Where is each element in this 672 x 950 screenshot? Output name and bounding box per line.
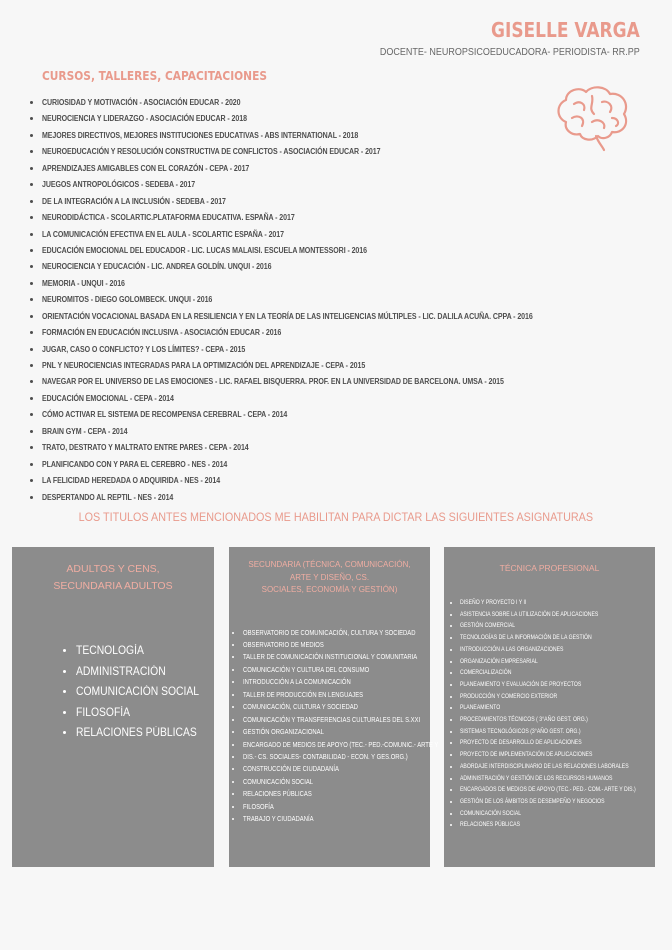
- subject-item: [460, 679, 655, 691]
- subject-item-text: OBSERVATORIO DE MEDIOS: [243, 639, 324, 649]
- course-item: [42, 308, 602, 324]
- subject-item-text: TRABAJO Y CIUDADANÍA: [243, 814, 314, 824]
- subject-item-text: RELACIONES PÚBLICAS: [460, 821, 521, 829]
- subject-item: [243, 664, 430, 676]
- subject-item: [460, 737, 655, 749]
- course-item-text: EDUCACIÓN EMOCIONAL - CEPA - 2014: [42, 392, 174, 403]
- course-item: [42, 341, 602, 357]
- course-item: [42, 143, 602, 159]
- course-item-text: NEURODIDÁCTICA - SCOLARTIC.PLATAFORMA EDUCATIVA. ESPAÑA - 2017: [42, 212, 295, 223]
- subject-item-text: SISTEMAS TECNOLÓGICOS (3°AÑO GEST. ORG.): [460, 727, 581, 735]
- subject-item: [243, 763, 430, 775]
- subject-item: [460, 726, 655, 738]
- course-item: [42, 258, 602, 274]
- subject-item-text: PROYECTO DE DESARROLLO DE APLICACIONES: [460, 739, 582, 747]
- subject-item-text: DISEÑO Y PROYECTO I Y II: [460, 599, 527, 606]
- subject-item: [460, 761, 655, 773]
- subject-item-text: ORGANIZACIÓN EMPRESARIAL: [460, 657, 538, 665]
- course-item-text: LA FELICIDAD HEREDADA O ADQUIRIDA - NES - 2014: [42, 475, 221, 486]
- panel-title-line: SECUNDARIA ADULTOS: [53, 580, 173, 592]
- subject-item-text: COMUNICACIÓN, CULTURA Y SOCIEDAD: [243, 702, 358, 712]
- subject-item: [460, 667, 655, 679]
- course-item: [42, 357, 602, 373]
- subject-item-text: ENCARGADO DE MEDIOS DE APOYO (TEC.- PED.-COMUNIC.- ARTE Y: [243, 739, 439, 749]
- courses-title: CURSOS, TALLERES, CAPACITACIONES: [42, 68, 267, 83]
- subject-item-text: ADMINISTRACIÓN Y GESTIÓN DE LOS RECURSOS HUMANOS: [460, 774, 613, 782]
- course-item: [42, 242, 602, 258]
- course-item-text: DE LA INTEGRACIÓN A LA INCLUSIÓN - SEDEBA - 2017: [42, 195, 226, 206]
- subject-item-text: TECNOLOGÍA: [76, 645, 144, 657]
- course-item-text: BRAIN GYM - CEPA - 2014: [42, 425, 128, 436]
- panel-title-line: TÉCNICA PROFESIONAL: [499, 563, 600, 573]
- subject-item-text: COMUNICACIÓN SOCIAL: [76, 686, 200, 698]
- subject-item: [243, 639, 430, 651]
- subject-item-text: PLANEAMIENTO Y EVALUACIÓN DE PROYECTOS: [460, 680, 582, 688]
- course-item: [42, 373, 602, 389]
- subject-item-text: COMUNICACIÓN SOCIAL: [243, 776, 314, 786]
- subject-item: [460, 796, 655, 808]
- header: [351, 18, 640, 58]
- subject-list: [444, 597, 655, 831]
- subject-item-text: GESTIÓN DE LOS ÁMBITOS DE DESEMPEÑO Y NEGOCIOS: [460, 797, 605, 805]
- course-item: [42, 472, 602, 488]
- subject-item-text: COMERCIALIZACIÓN: [460, 669, 512, 677]
- course-item-text: PNL Y NEUROCIENCIAS INTEGRADAS PARA LA OPTIMIZACIÓN DEL APRENDIZAJE - CEPA - 2015: [42, 360, 366, 370]
- subject-item-text: TALLER DE PRODUCCIÓN EN LENGUAJES: [243, 689, 364, 699]
- panel-title: [444, 547, 655, 576]
- subject-item: [460, 609, 655, 621]
- subject-item: [243, 651, 430, 663]
- course-item: [42, 176, 602, 192]
- subject-item-text: FILOSOFÍA: [243, 801, 274, 811]
- qualifications-statement: [0, 510, 672, 524]
- subject-item: [460, 632, 655, 644]
- subject-item: [243, 701, 430, 713]
- subject-item: [243, 739, 439, 751]
- course-item-text: DESPERTANDO AL REPTIL - NES - 2014: [42, 491, 174, 502]
- subject-item-text: ASISTENCIA SOBRE LA UTILIZACIÓN DE APLICACIONES: [460, 610, 599, 618]
- panel-adultos: [12, 547, 214, 867]
- subject-item-text: INTRODUCCIÓN A LA COMUNICACIÓN: [243, 677, 351, 687]
- course-item-text: NEUROMITOS - DIEGO GOLOMBECK. UNQUI - 2016: [42, 294, 213, 305]
- subject-item: [76, 723, 214, 744]
- course-item-text: PLANIFICANDO CON Y PARA EL CEREBRO - NES - 2014: [42, 458, 228, 469]
- subject-item: [243, 776, 430, 788]
- course-item-text: EDUCACIÓN EMOCIONAL DEL EDUCADOR - LIC. LUCAS MALAISI. ESCUELA MONTESSORI - 2016: [42, 244, 367, 255]
- course-item: [42, 275, 602, 291]
- subject-item-text: DIS.- CS. SOCIALES- CONTABILIDAD - ECON. Y GES.ORG.): [243, 752, 408, 762]
- subject-item: [460, 644, 655, 656]
- course-item-text: CÓMO ACTIVAR EL SISTEMA DE RECOMPENSA CEREBRAL - CEPA - 2014: [42, 409, 288, 420]
- subject-item: [460, 620, 655, 632]
- subject-item-text: COMUNICACIÓN Y CULTURA DEL CONSUMO: [243, 664, 370, 674]
- subject-item: [243, 813, 430, 825]
- course-item-text: NEUROCIENCIA Y LIDERAZGO - ASOCIACIÓN EDUCAR - 2018: [42, 113, 247, 124]
- subject-item: [243, 689, 430, 701]
- panel-title: [229, 547, 430, 597]
- subject-item: [76, 662, 214, 683]
- subject-item: [460, 691, 655, 703]
- subject-item: [460, 597, 655, 609]
- course-item: [42, 390, 602, 406]
- subject-item-text: TALLER DE COMUNICACIÓN INSTITUCIONAL Y COMUNITARIA: [243, 652, 418, 662]
- subject-item: [460, 702, 655, 714]
- course-item: [42, 406, 602, 422]
- course-item: [42, 291, 602, 307]
- course-item-text: JUEGOS ANTROPOLÓGICOS - SEDEBA - 2017: [42, 179, 196, 190]
- subject-item: [76, 703, 214, 724]
- subject-item: [460, 808, 655, 820]
- subject-item: [460, 656, 655, 668]
- subject-item: [460, 749, 655, 761]
- course-item: [42, 489, 602, 505]
- panel-title: [12, 547, 214, 595]
- subject-item: [76, 682, 214, 703]
- course-item-text: CURIOSIDAD Y MOTIVACIÓN - ASOCIACIÓN EDUCAR - 2020: [42, 97, 241, 107]
- course-item: [42, 423, 602, 439]
- subject-item-text: TECNOLOGÍAS DE LA INFORMACIÓN DE LA GESTIÓN: [460, 634, 592, 642]
- subject-item: [76, 641, 214, 662]
- subject-item-text: COMUNICACIÓN SOCIAL: [460, 809, 522, 817]
- courses-list: [30, 94, 602, 505]
- course-item-text: TRATO, DESTRATO Y MALTRATO ENTRE PARES - CEPA - 2014: [42, 442, 249, 453]
- subject-item-text: PLANEAMIENTO: [460, 704, 501, 712]
- course-item-text: NEUROCIENCIA Y EDUCACIÓN - LIC. ANDREA GOLDÍN. UNQUI - 2016: [42, 261, 272, 272]
- subject-item-text: GESTIÓN ORGANIZACIONAL: [243, 727, 324, 737]
- subject-item: [460, 819, 655, 831]
- subject-item-text: PRODUCCIÓN Y COMERCIO EXTERIOR: [460, 692, 558, 700]
- subject-item-text: RELACIONES PÚBLICAS: [76, 727, 197, 739]
- subject-item: [243, 788, 430, 800]
- course-item-text: LA COMUNICACIÓN EFECTIVA EN EL AULA - SCOLARTIC ESPAÑA - 2017: [42, 228, 284, 239]
- course-item-text: FORMACIÓN EN EDUCACIÓN INCLUSIVA - ASOCIACIÓN EDUCAR - 2016: [42, 327, 282, 338]
- subject-item: [243, 714, 430, 726]
- course-item-text: ORIENTACIÓN VOCACIONAL BASADA EN LA RESILIENCIA Y EN LA TEORÍA DE LAS INTELIGENCIAS MÚLTIPLES - LIC. DALILA ACUÑA. CPPA - 2016: [42, 310, 533, 321]
- subject-item: [243, 726, 430, 738]
- subject-item-text: PROCEDIMIENTOS TÉCNICOS ( 3°AÑO GEST. ORG.): [460, 716, 588, 724]
- course-item: [42, 127, 602, 143]
- subject-item-text: ADMINISTRACIÓN: [76, 665, 166, 678]
- subject-item-text: CONSTRUCCIÓN DE CIUDADANÍA: [243, 764, 339, 774]
- subject-list: [229, 627, 439, 826]
- person-name: GISELLE VARGA: [491, 18, 640, 42]
- course-item: [42, 110, 602, 126]
- course-item: [42, 94, 602, 110]
- subject-item: [243, 801, 430, 813]
- subject-item-text: COMUNICACIÓN Y TRANSFERENCIAS CULTURALES DEL S.XXI: [243, 714, 421, 724]
- course-item-text: MEMORIA - UNQUI - 2016: [42, 277, 125, 288]
- subject-item-text: ENCARGADOS DE MEDIOS DE APOYO (TEC.- PED.- COM.- ARTE Y DIS.): [460, 786, 636, 794]
- course-item-text: JUGAR, CASO O CONFLICTO? Y LOS LÍMITES? - CEPA - 2015: [42, 343, 246, 354]
- subject-item: [243, 676, 430, 688]
- course-item: [42, 160, 602, 176]
- course-item-text: APRENDIZAJES AMIGABLES CON EL CORAZÓN - CEPA - 2017: [42, 162, 250, 173]
- panel-title-line: SOCIALES, ECONOMÍA Y GESTIÓN): [261, 585, 398, 594]
- course-item-text: MEJORES DIRECTIVOS, MEJORES INSTITUCIONES EDUCATIVAS - ABS INTERNATIONAL - 2018: [42, 129, 359, 140]
- subject-item: [460, 714, 655, 726]
- course-item: [42, 226, 602, 242]
- subject-item-text: OBSERVATORIO DE COMUNICACIÓN, CULTURA Y SOCIEDAD: [243, 627, 416, 637]
- qualifications-statement-text: LOS TITULOS ANTES MENCIONADOS ME HABILITAN PARA DICTAR LAS SIGUIENTES ASIGNATURAS: [78, 510, 594, 524]
- subject-item-text: GESTIÓN COMERCIAL: [460, 622, 516, 630]
- subject-item: [243, 627, 430, 639]
- course-item: [42, 324, 602, 340]
- course-item: [42, 209, 602, 225]
- person-subtitle: DOCENTE- NEUROPSICOEDUCADORA- PERIODISTA- RR.PP: [380, 47, 640, 58]
- course-item-text: NEUROEDUCACIÓN Y RESOLUCIÓN CONSTRUCTIVA DE CONFLICTOS - ASOCIACIÓN EDUCAR - 2017: [42, 146, 381, 157]
- subject-item: [460, 784, 655, 796]
- subject-list: [12, 641, 214, 744]
- panel-title-line: ADULTOS Y CENS,: [66, 563, 160, 575]
- course-item: [42, 456, 602, 472]
- subject-item-text: RELACIONES PÚBLICAS: [243, 789, 312, 799]
- subject-item: [243, 751, 430, 763]
- panel-title-line: SECUNDARIA (TÉCNICA, COMUNICACIÓN, ARTE Y DISEÑO, CS.: [248, 560, 411, 582]
- subject-item-text: FILOSOFÍA: [76, 706, 131, 719]
- subject-item-text: PROYECTO DE IMPLEMENTACIÓN DE APLICACIONES: [460, 751, 593, 759]
- subject-item: [460, 773, 655, 785]
- subject-item-text: INTRODUCCIÓN A LAS ORGANIZACIONES: [460, 645, 564, 653]
- subject-item-text: ABORDAJE INTERDISCIPLINARIO DE LAS RELACIONES LABORALES: [460, 762, 629, 770]
- course-item: [42, 439, 602, 455]
- panel-tecnica: [444, 547, 655, 867]
- panel-secundaria: [229, 547, 439, 867]
- course-item: [42, 193, 602, 209]
- course-item-text: NAVEGAR POR EL UNIVERSO DE LAS EMOCIONES - LIC. RAFAEL BISQUERRA. PROF. EN LA UNIVERSIDAD DE BARCELONA. UMSA - 2015: [42, 376, 504, 387]
